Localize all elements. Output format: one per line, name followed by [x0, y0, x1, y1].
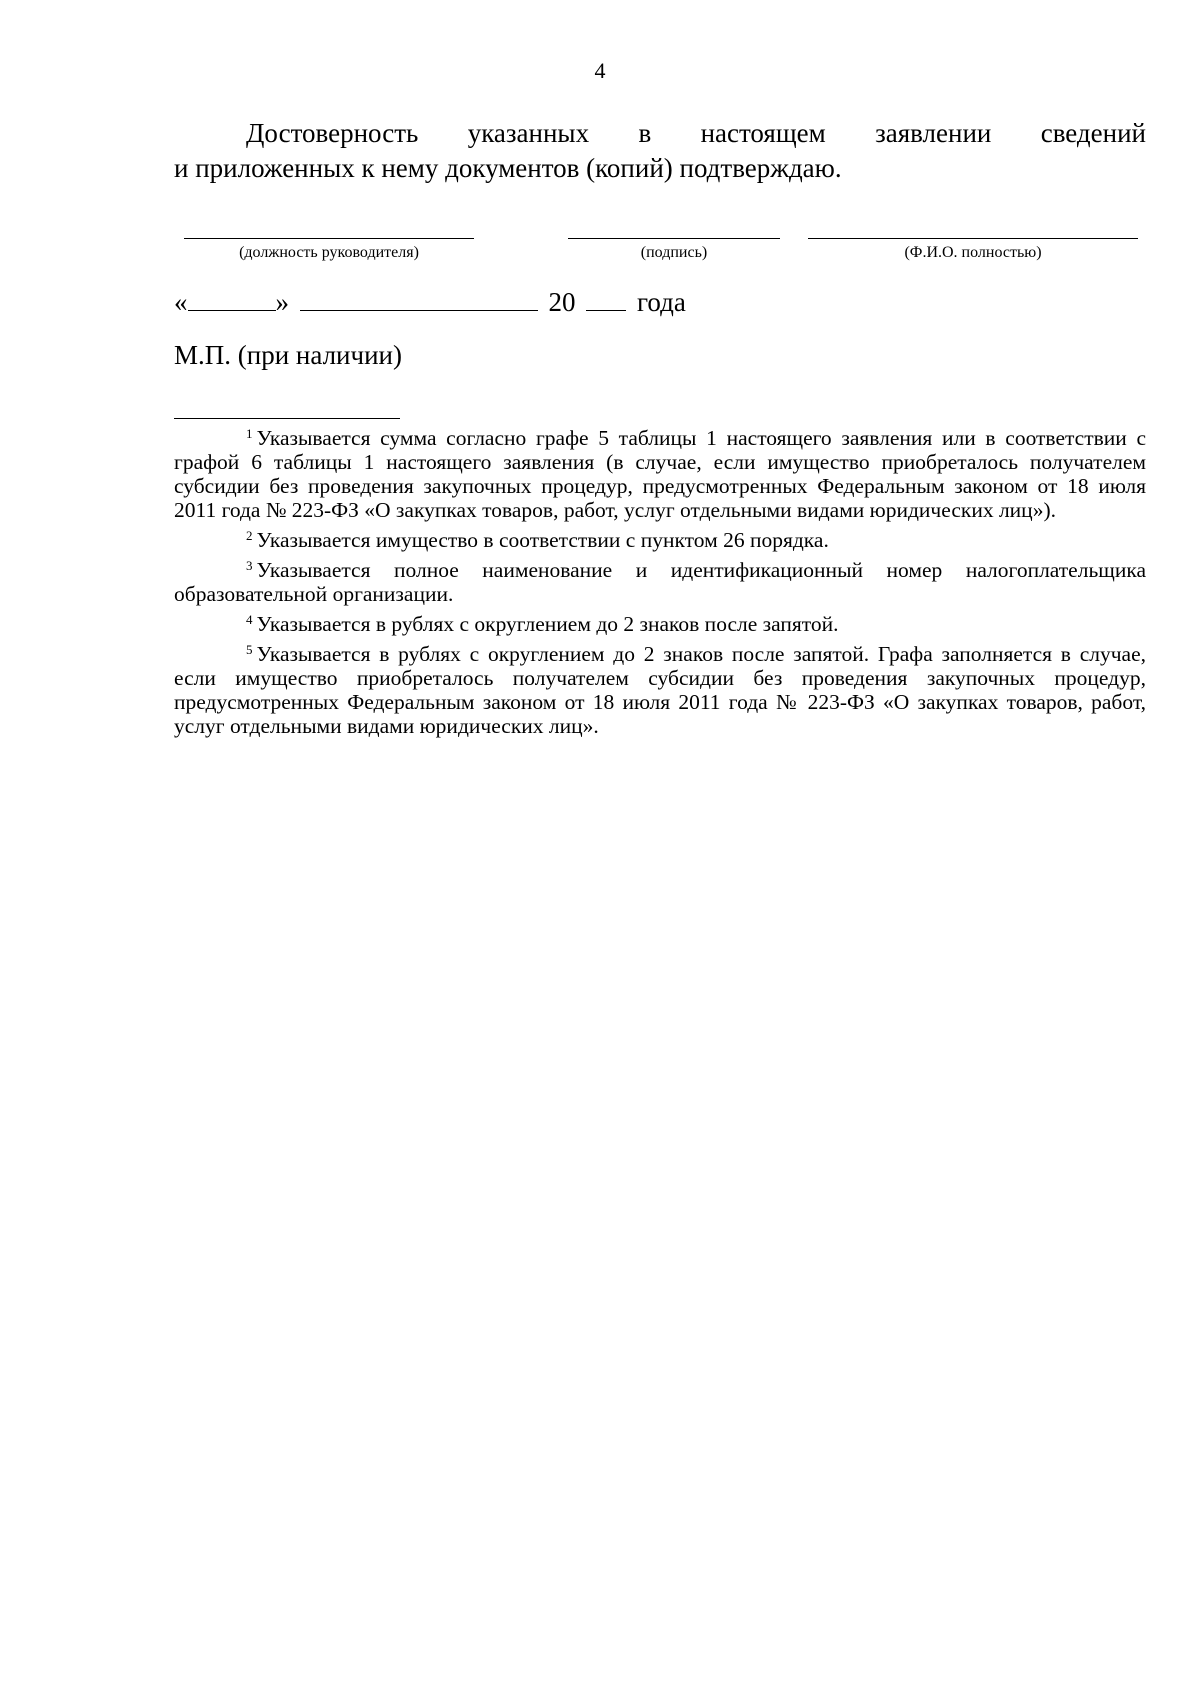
footnote-mark: 5 — [246, 642, 253, 657]
date-line — [174, 286, 686, 318]
position-caption: (должность руководителя) — [239, 244, 419, 261]
date-open-quote: « — [174, 287, 188, 317]
position-signature-line — [184, 238, 474, 239]
footnote-4 — [174, 612, 1146, 636]
footnote-2 — [174, 528, 1146, 552]
footnote-1 — [174, 426, 1146, 522]
year-blank — [586, 286, 626, 311]
declaration-line-1: Достоверность указанных в настоящем заявлении сведений — [246, 118, 1146, 148]
footnote-mark: 1 — [246, 426, 253, 441]
footnotes — [174, 426, 1146, 744]
declaration-line-2: и приложенных к нему документов (копий) подтверждаю. — [174, 153, 842, 183]
signature-line — [568, 238, 780, 239]
footnote-text: Указывается сумма согласно графе 5 таблицы 1 настоящего заявления или в соответствии с графой 6 таблицы 1 настоящего заявления (в случае, если имущество приобреталось получателем субсидии без проведения закупочных процедур, предусмотренных Федеральным законом от 18 июля 2011 года № 223-ФЗ «О закупках товаров, работ, услуг отдельными видами юридических лиц»). — [174, 426, 1146, 522]
signature-caption: (подпись) — [640, 244, 708, 261]
footnote-mark: 3 — [246, 558, 253, 573]
footnote-mark: 4 — [246, 612, 253, 627]
footnote-text: Указывается имущество в соответствии с пунктом 26 порядка. — [256, 528, 829, 552]
footnote-text: Указывается полное наименование и идентификационный номер налогоплательщика образовательной организации. — [174, 558, 1146, 606]
date-century: 20 — [548, 287, 576, 317]
declaration-text — [174, 116, 1146, 186]
footnote-mark: 2 — [246, 528, 253, 543]
footnote-separator — [174, 418, 400, 419]
footnote-5 — [174, 642, 1146, 738]
year-word: года — [637, 287, 686, 317]
footnote-text: Указывается в рублях с округлением до 2 знаков после запятой. Графа заполняется в случае, если имущество приобреталось получателем субсидии без проведения закупочных процедур, предусмотренных Федеральным законом от 18 июля 2011 года № 223-ФЗ «О закупках товаров, работ, услуг отдельными видами юридических лиц». — [174, 642, 1146, 738]
page-number: 4 — [594, 58, 606, 83]
stamp-label: М.П. (при наличии) — [174, 340, 402, 370]
month-blank — [300, 286, 538, 311]
footnote-text: Указывается в рублях с округлением до 2 знаков после запятой. — [256, 612, 839, 636]
name-signature-line — [808, 238, 1138, 239]
name-caption: (Ф.И.О. полностью) — [904, 244, 1042, 261]
footnote-3 — [174, 558, 1146, 606]
date-close-quote: » — [275, 287, 289, 317]
day-blank — [188, 286, 276, 311]
